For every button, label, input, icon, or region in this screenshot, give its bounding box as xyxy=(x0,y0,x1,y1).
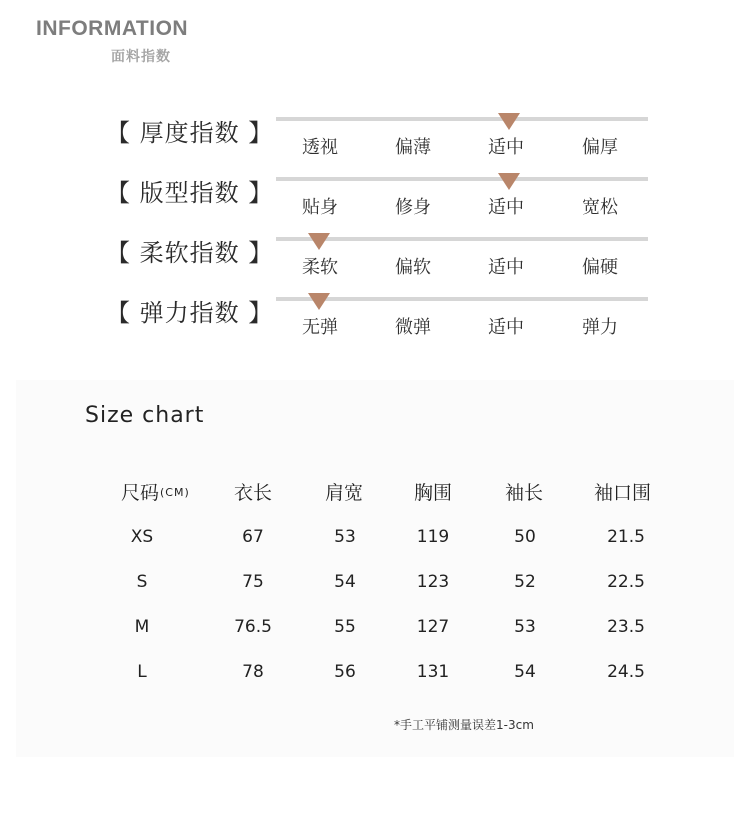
size-cell-size: S xyxy=(136,572,148,592)
size-cell-length: 75 xyxy=(242,572,264,592)
thickness-option: 适中 xyxy=(488,137,524,158)
size-cell-length: 78 xyxy=(242,662,264,682)
size-cell-chest: 127 xyxy=(416,617,450,637)
softness-index-row xyxy=(0,237,750,297)
size-chart-title: Size chart xyxy=(85,403,205,428)
size-cell-shoulder: 56 xyxy=(334,662,356,682)
thickness-marker-icon xyxy=(498,113,520,130)
thickness-index-row xyxy=(0,117,750,177)
information-title: INFORMATION xyxy=(36,17,189,40)
softness-option: 偏硬 xyxy=(582,257,618,278)
fit-option: 贴身 xyxy=(302,197,338,218)
softness-option: 柔软 xyxy=(302,257,338,278)
size-cell-sleeve: 54 xyxy=(514,662,536,682)
softness-index-label: 【 柔软指数 】 xyxy=(106,239,274,267)
size-cell-cuff: 21.5 xyxy=(607,527,645,547)
thickness-option: 偏厚 xyxy=(582,137,618,158)
size-cell-cuff: 24.5 xyxy=(607,662,645,682)
cuff-header: 袖口围 xyxy=(594,482,652,504)
size-chart-panel xyxy=(16,380,734,757)
size-unit-label: (CM) xyxy=(160,486,190,499)
softness-option: 偏软 xyxy=(395,257,431,278)
fit-scale-bar xyxy=(276,177,648,181)
fit-option: 适中 xyxy=(488,197,524,218)
size-header-label: 尺码 xyxy=(121,482,160,504)
softness-scale-bar xyxy=(276,237,648,241)
size-cell-shoulder: 54 xyxy=(334,572,356,592)
stretch-index-label: 【 弹力指数 】 xyxy=(106,299,274,327)
stretch-option: 无弹 xyxy=(302,317,338,338)
size-cell-length: 76.5 xyxy=(234,617,272,637)
fit-index-row xyxy=(0,177,750,237)
stretch-scale-bar xyxy=(276,297,648,301)
size-cell-size: XS xyxy=(130,527,154,547)
size-cell-length: 67 xyxy=(242,527,264,547)
size-cell-chest: 123 xyxy=(416,572,450,592)
softness-marker-icon xyxy=(308,233,330,250)
softness-option: 适中 xyxy=(488,257,524,278)
size-cell-size: M xyxy=(134,617,150,637)
chest-header: 胸围 xyxy=(414,482,453,504)
stretch-index-row xyxy=(0,297,750,357)
fit-index-label: 【 版型指数 】 xyxy=(106,179,274,207)
fit-marker-icon xyxy=(498,173,520,190)
fit-option: 修身 xyxy=(395,197,431,218)
size-header xyxy=(121,478,190,505)
stretch-option: 微弹 xyxy=(395,317,431,338)
size-cell-chest: 119 xyxy=(416,527,450,547)
size-cell-shoulder: 53 xyxy=(334,527,356,547)
size-cell-shoulder: 55 xyxy=(334,617,356,637)
stretch-option: 弹力 xyxy=(582,317,618,338)
fit-option: 宽松 xyxy=(582,197,618,218)
size-cell-sleeve: 53 xyxy=(514,617,536,637)
size-cell-size: L xyxy=(137,662,147,682)
thickness-scale-bar xyxy=(276,117,648,121)
thickness-index-label: 【 厚度指数 】 xyxy=(106,119,274,147)
size-cell-sleeve: 50 xyxy=(514,527,536,547)
thickness-option: 偏薄 xyxy=(395,137,431,158)
fabric-index-subtitle: 面料指数 xyxy=(111,49,171,65)
size-cell-cuff: 23.5 xyxy=(607,617,645,637)
length-header: 衣长 xyxy=(234,482,273,504)
stretch-marker-icon xyxy=(308,293,330,310)
measurement-note: *手工平铺测量误差1-3cm xyxy=(394,718,534,732)
shoulder-header: 肩宽 xyxy=(325,482,364,504)
sleeve-header: 袖长 xyxy=(505,482,544,504)
size-cell-chest: 131 xyxy=(416,662,450,682)
size-cell-sleeve: 52 xyxy=(514,572,536,592)
stretch-option: 适中 xyxy=(488,317,524,338)
thickness-option: 透视 xyxy=(302,137,338,158)
size-cell-cuff: 22.5 xyxy=(607,572,645,592)
